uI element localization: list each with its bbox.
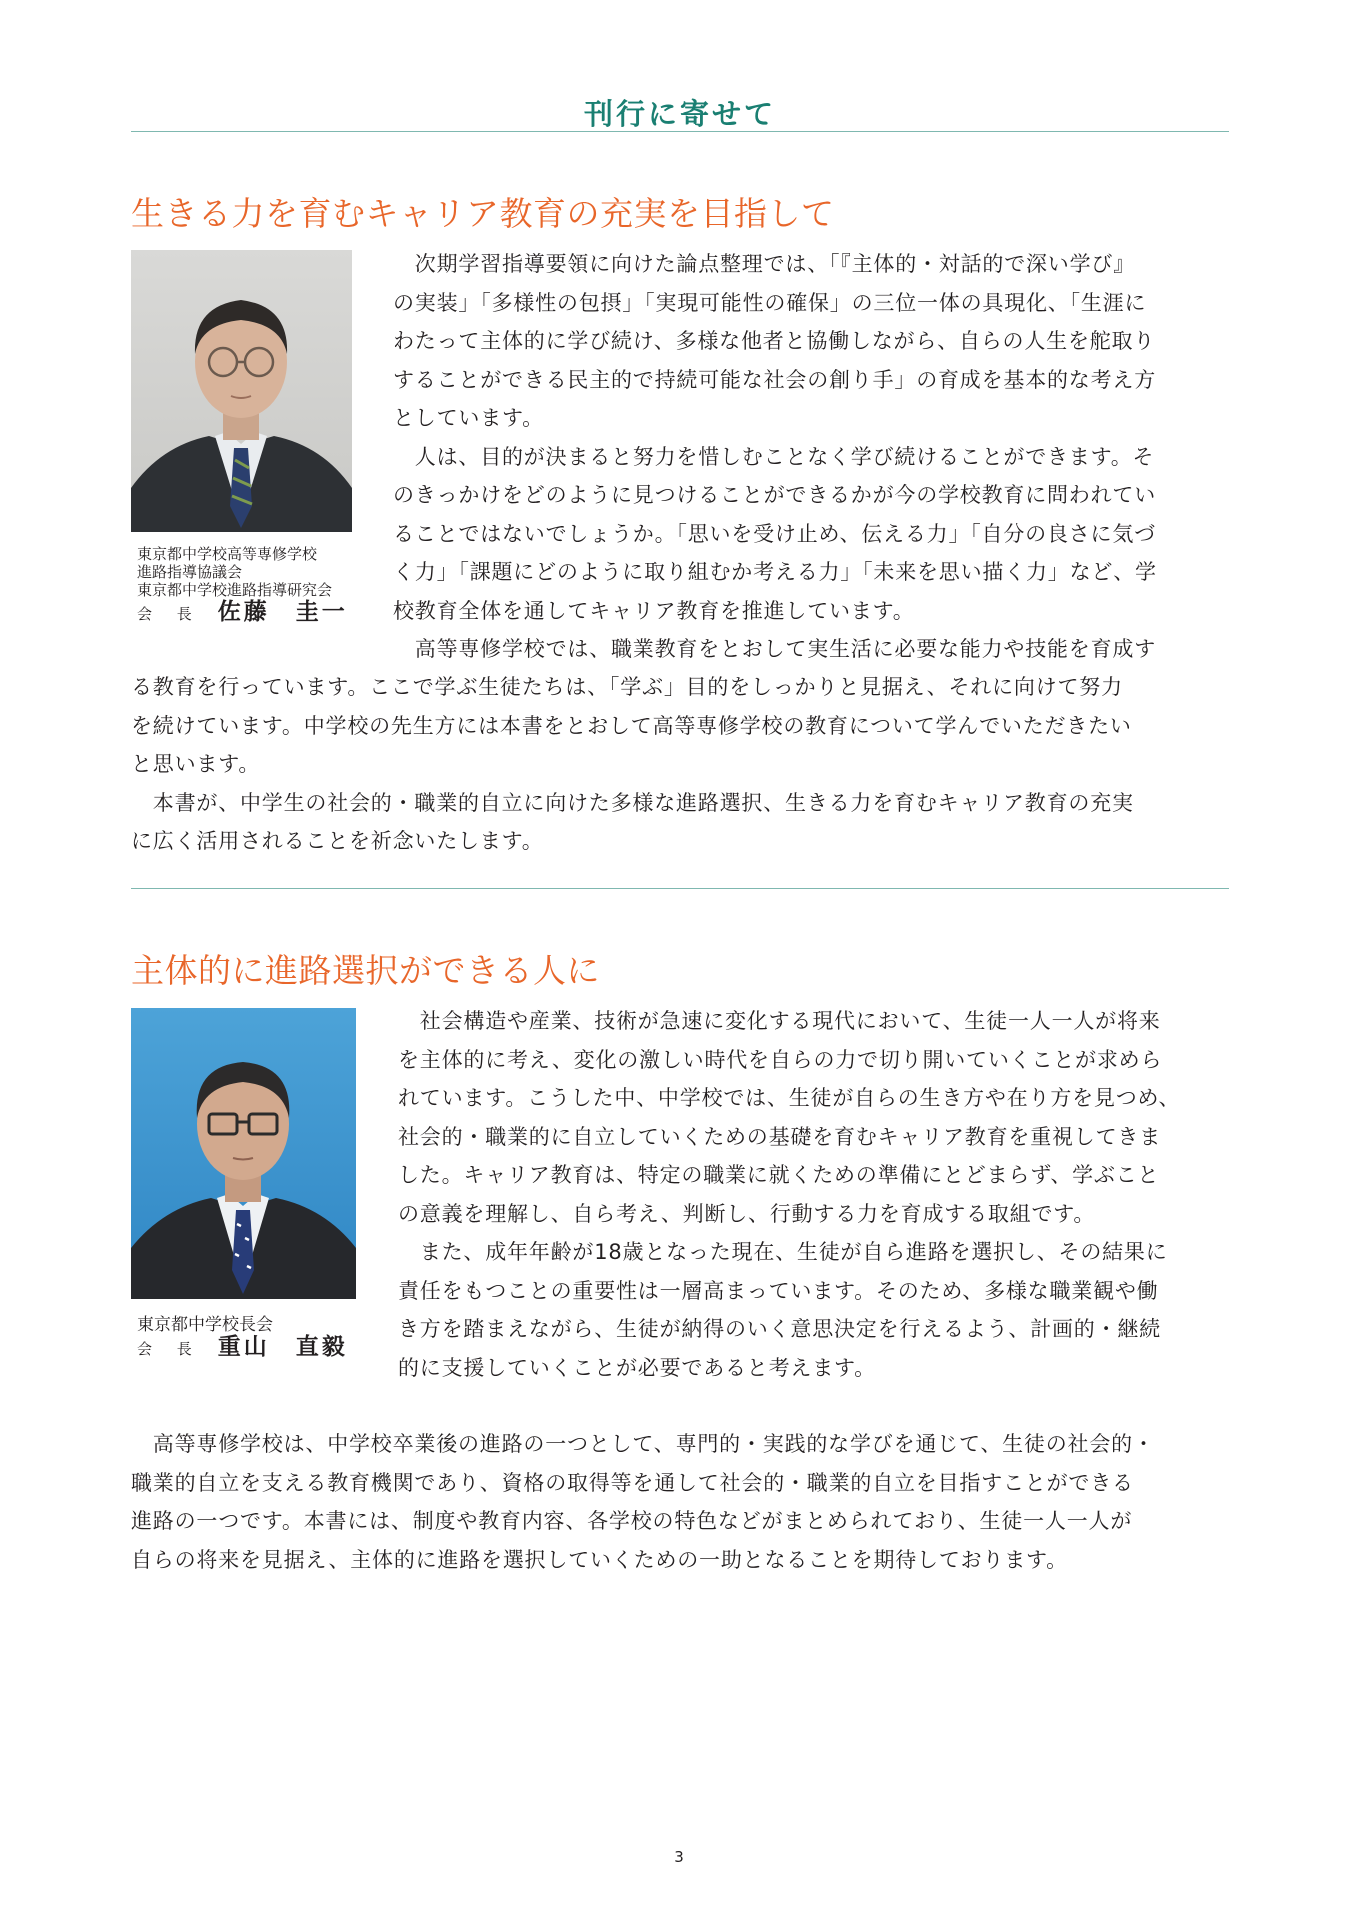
paragraph-line: き方を踏まえながら、生徒が納得のいく意思決定を行えるよう、計画的・継続 (398, 1317, 1161, 1341)
paragraph-line: 人は、目的が決まると努力を惜しむことなく学び続けることができます。そ (393, 444, 1155, 469)
paragraph-line: 校教育全体を通してキャリア教育を推進しています。 (393, 598, 915, 623)
header-divider (131, 131, 1229, 132)
paragraph-line: 本書が、中学生の社会的・職業的自立に向けた多様な進路選択、生きる力を育むキャリア教育の充実 (131, 790, 1134, 815)
paragraph-line: く力」「課題にどのように取り組むか考える力」「未来を思い描く力」など、学 (393, 560, 1157, 584)
paragraph-line: わたって主体的に学び続け、多様な他者と協働しながら、自らの人生を舵取り (393, 329, 1156, 353)
paragraph-line: 自らの将来を見据え、主体的に進路を選択していくための一助となることを期待しております。 (131, 1547, 1068, 1572)
paragraph-line: 次期学習指導要領に向けた論点整理では、「『主体的・対話的で深い学び』 (393, 252, 1135, 276)
caption-org-line: 東京都中学校高等専修学校 (137, 545, 318, 563)
page-title: 刊行に寄せて (583, 97, 776, 131)
paragraph-line: 責任をもつことの重要性は一層高まっています。そのため、多様な職業観や働 (398, 1278, 1159, 1303)
paragraph-line: を主体的に考え、変化の激しい時代を自らの力で切り開いていくことが求めら (398, 1047, 1163, 1072)
paragraph-line: 高等専修学校は、中学校卒業後の進路の一つとして、専門的・実践的な学びを通じて、生徒の社会的・ (131, 1432, 1155, 1456)
section2-wrapped-text (398, 1002, 1180, 1387)
paragraph-line: を続けています。中学校の先生方には本書をとおして高等専修学校の教育について学んでいただきたい (131, 713, 1132, 738)
paragraph-line: の実装」「多様性の包摂」「実現可能性の確保」の三位一体の具現化、「生涯に (393, 290, 1147, 315)
paragraph-line: 高等専修学校では、職業教育をとおして実生活に必要な能力や技能を育成す (393, 637, 1156, 661)
paragraph-line: また、成年年齢が18歳となった現在、生徒が自ら進路を選択し、その結果に (398, 1240, 1168, 1264)
section2-full-text (131, 1425, 1155, 1579)
section-heading-2: 主体的に進路選択ができる人に (131, 951, 600, 990)
caption-name: 重山 直毅 (217, 1334, 348, 1360)
paragraph-line: 職業的自立を支える教育機関であり、資格の取得等を通して社会的・職業的自立を目指すことができる (131, 1470, 1134, 1495)
paragraph-line: 社会構造や産業、技術が急速に変化する現代において、生徒一人一人が将来 (398, 1009, 1161, 1033)
caption-role: 会 長 (137, 605, 202, 623)
caption-role: 会 長 (137, 1340, 202, 1358)
caption-org-line: 東京都中学校進路指導研究会 (137, 581, 333, 599)
paragraph-line: の意義を理解し、自ら考え、判断し、行動する力を育成する取組です。 (398, 1201, 1096, 1226)
paragraph-line: 社会的・職業的に自立していくための基礎を育むキャリア教育を重視してきま (398, 1124, 1161, 1149)
caption-sato (137, 545, 348, 623)
paragraph-line: に広く活用されることを祈念いたします。 (131, 829, 544, 853)
portrait-photo-sato (131, 250, 352, 532)
section1-wrapped-text (393, 245, 1157, 669)
paragraph-line: れています。こうした中、中学校では、生徒が自らの生き方や在り方を見つめ、 (398, 1086, 1181, 1110)
section-heading-1: 生きる力を育むキャリア教育の充実を目指して (131, 194, 835, 233)
section1-full-text (131, 668, 1134, 861)
page-number: 3 (674, 1848, 684, 1866)
paragraph-line: のきっかけをどのように見つけることができるかが今の学校教育に問われてい (393, 483, 1156, 507)
section-divider (131, 888, 1229, 889)
caption-shigeyama (137, 1314, 348, 1358)
paragraph-line: る教育を行っています。ここで学ぶ生徒たちは、「学ぶ」目的をしっかりと見据え、それに向けて努力 (131, 675, 1123, 699)
caption-name: 佐藤 圭一 (217, 599, 348, 625)
page-header (131, 92, 1229, 141)
caption-org-line: 東京都中学校長会 (137, 1315, 273, 1335)
paragraph-line: ることではないでしょうか。「思いを受け止め、伝える力」「自分の良さに気づ (393, 521, 1156, 546)
paragraph-line: 的に支援していくことが必要であると考えます。 (398, 1355, 876, 1380)
paragraph-line: と思います。 (131, 752, 261, 776)
paragraph-line: としています。 (393, 406, 544, 430)
portrait-photo-shigeyama (131, 1008, 356, 1299)
caption-org-line: 進路指導協議会 (137, 563, 243, 581)
paragraph-line: 進路の一つです。本書には、制度や教育内容、各学校の特色などがまとめられており、生徒一人一人が (131, 1509, 1133, 1533)
paragraph-line: した。キャリア教育は、特定の職業に就くための準備にとどまらず、学ぶこと (398, 1163, 1160, 1187)
paragraph-line: することができる民主的で持続可能な社会の創り手」の育成を基本的な考え方 (393, 367, 1156, 392)
